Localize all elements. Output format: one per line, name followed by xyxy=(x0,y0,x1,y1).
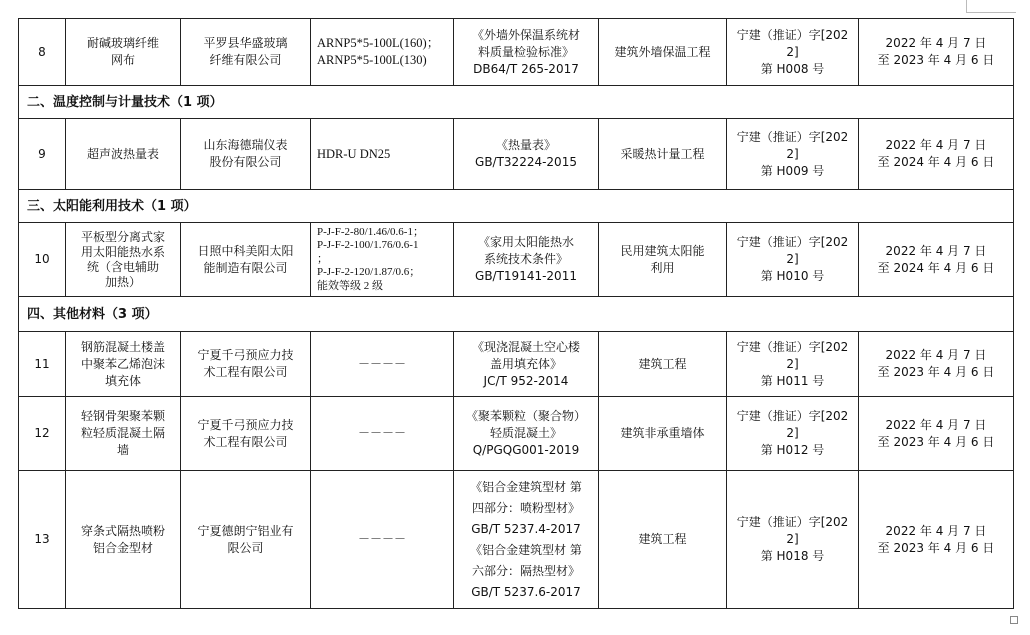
product-name: 平板型分离式家 用太阳能热水系 统（含电辅助 加热） xyxy=(66,223,181,297)
product-name: 穿条式隔热喷粉 铝合金型材 xyxy=(66,471,181,609)
product-spec: －－－－ xyxy=(311,397,454,471)
certificate-number: 宁建（推证）字[2022] 第 H012 号 xyxy=(727,397,859,471)
application-scope: 建筑工程 xyxy=(599,471,727,609)
item-number: 12 xyxy=(19,397,66,471)
application-scope: 建筑工程 xyxy=(599,332,727,397)
product-standard: 《热量表》 GB/T32224-2015 xyxy=(454,119,599,190)
validity-period: 2022 年 4 月 7 日 至 2023 年 4 月 6 日 xyxy=(859,397,1014,471)
item-number: 9 xyxy=(19,119,66,190)
section-row xyxy=(19,86,1014,119)
table-row xyxy=(19,223,1014,297)
product-name: 耐碱玻璃纤维 网布 xyxy=(66,19,181,86)
product-standard: 《家用太阳能热水 系统技术条件》 GB/T19141-2011 xyxy=(454,223,599,297)
validity-period: 2022 年 4 月 7 日 至 2023 年 4 月 6 日 xyxy=(859,19,1014,86)
validity-period: 2022 年 4 月 7 日 至 2023 年 4 月 6 日 xyxy=(859,332,1014,397)
application-scope: 建筑非承重墙体 xyxy=(599,397,727,471)
product-name: 轻钢骨架聚苯颗 粒轻质混凝土隔 墙 xyxy=(66,397,181,471)
product-standard: 《铝合金建筑型材 第 四部分：喷粉型材》 GB/T 5237.4-2017 《铝合金建筑型材 第 六部分：隔热型材》 GB/T 5237.6-2017 xyxy=(454,471,599,609)
validity-period: 2022 年 4 月 7 日 至 2023 年 4 月 6 日 xyxy=(859,471,1014,609)
certificate-number: 宁建（推证）字[2022] 第 H018 号 xyxy=(727,471,859,609)
application-scope: 采暖热计量工程 xyxy=(599,119,727,190)
section-heading: 二、温度控制与计量技术（1 项） xyxy=(19,86,1014,119)
certificate-number: 宁建（推证）字[2022] 第 H008 号 xyxy=(727,19,859,86)
item-number: 8 xyxy=(19,19,66,86)
item-number: 13 xyxy=(19,471,66,609)
table-row xyxy=(19,332,1014,397)
certificate-number: 宁建（推证）字[2022] 第 H009 号 xyxy=(727,119,859,190)
application-scope: 建筑外墙保温工程 xyxy=(599,19,727,86)
product-name: 钢筋混凝土楼盖 中聚苯乙烯泡沫 填充体 xyxy=(66,332,181,397)
application-scope: 民用建筑太阳能 利用 xyxy=(599,223,727,297)
product-spec: －－－－ xyxy=(311,471,454,609)
item-number: 10 xyxy=(19,223,66,297)
product-standard: 《现浇混凝土空心楼 盖用填充体》 JC/T 952-2014 xyxy=(454,332,599,397)
item-number: 11 xyxy=(19,332,66,397)
table-row xyxy=(19,471,1014,609)
product-spec: HDR-U DN25 xyxy=(311,119,454,190)
company-name: 宁夏千弓预应力技 术工程有限公司 xyxy=(181,332,311,397)
certification-table xyxy=(18,18,1014,609)
company-name: 宁夏德朗宁铝业有 限公司 xyxy=(181,471,311,609)
section-heading: 三、太阳能利用技术（1 项） xyxy=(19,190,1014,223)
table-row xyxy=(19,119,1014,190)
company-name: 宁夏千弓预应力技 术工程有限公司 xyxy=(181,397,311,471)
company-name: 平罗县华盛玻璃 纤维有限公司 xyxy=(181,19,311,86)
certificate-number: 宁建（推证）字[2022] 第 H011 号 xyxy=(727,332,859,397)
company-name: 山东海德瑞仪表 股份有限公司 xyxy=(181,119,311,190)
section-heading: 四、其他材料（3 项） xyxy=(19,297,1014,332)
product-name: 超声波热量表 xyxy=(66,119,181,190)
certificate-number: 宁建（推证）字[2022] 第 H010 号 xyxy=(727,223,859,297)
page-corner-mark xyxy=(966,12,1016,13)
table-row xyxy=(19,397,1014,471)
section-row xyxy=(19,190,1014,223)
table-row xyxy=(19,19,1014,86)
page-corner-mark xyxy=(966,0,967,12)
validity-period: 2022 年 4 月 7 日 至 2024 年 4 月 6 日 xyxy=(859,223,1014,297)
validity-period: 2022 年 4 月 7 日 至 2024 年 4 月 6 日 xyxy=(859,119,1014,190)
product-spec: ARNP5*5-100L(160)； ARNP5*5-100L(130) xyxy=(311,19,454,86)
product-standard: 《聚苯颗粒（聚合物） 轻质混凝土》 Q/PGQG001-2019 xyxy=(454,397,599,471)
product-standard: 《外墙外保温系统材 料质量检验标准》 DB64/T 265-2017 xyxy=(454,19,599,86)
product-spec: －－－－ xyxy=(311,332,454,397)
product-spec: P-J-F-2-80/1.46/0.6-1； P-J-F-2-100/1.76/0.6-1 ； P-J-F-2-120/1.87/0.6； 能效等级 2 级 xyxy=(311,223,454,297)
section-row xyxy=(19,297,1014,332)
company-name: 日照中科美阳太阳 能制造有限公司 xyxy=(181,223,311,297)
table-resize-handle[interactable] xyxy=(1010,616,1018,624)
